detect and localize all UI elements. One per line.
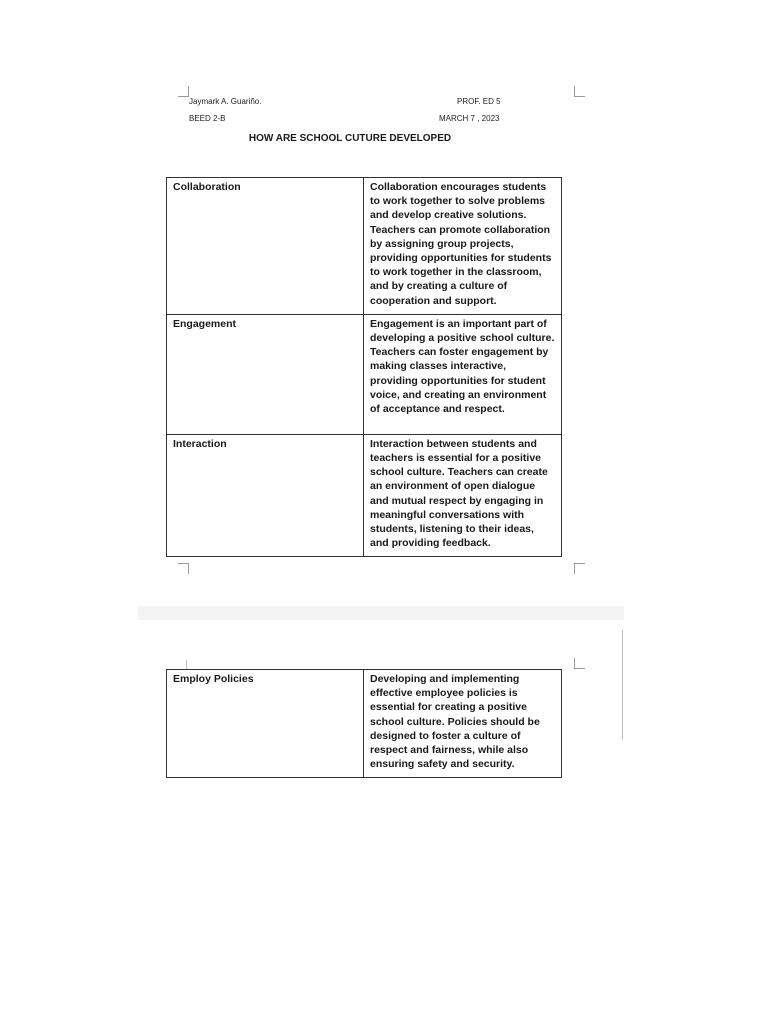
policy-table	[166, 669, 562, 778]
crop-mark	[574, 86, 585, 97]
crop-mark	[178, 86, 189, 97]
term-cell: Employ Policies	[167, 670, 364, 778]
term-cell: Engagement	[167, 314, 364, 434]
course-code: PROF. ED 5	[457, 97, 501, 106]
description-cell: Interaction between students and teachers is essential for a positive school culture. Teachers can create an environment of open dialogue and mutual respect by engaging in meaningful conversations with students, listening to their ideas, and providing feedback.	[364, 434, 562, 557]
culture-table	[166, 177, 562, 557]
page-edge-line	[622, 630, 623, 740]
description-cell: Collaboration encourages students to work together to solve problems and develop creative solutions. Teachers can promote collaboration by assigning group projects, providing opportunities for students to work together in the classroom, and by creating a culture of cooperation and support.	[364, 178, 562, 315]
table-row	[167, 178, 562, 315]
page-separator	[138, 606, 624, 620]
table-row	[167, 434, 562, 557]
crop-mark	[574, 658, 585, 669]
table-row	[167, 670, 562, 778]
term-cell: Collaboration	[167, 178, 364, 315]
description-cell: Engagement is an important part of developing a positive school culture. Teachers can foster engagement by making classes interactive, providing opportunities for student voice, and creating an environment of acceptance and respect.	[364, 314, 562, 434]
term-cell: Interaction	[167, 434, 364, 557]
page-title: HOW ARE SCHOOL CUTURE DEVELOPED	[248, 133, 452, 144]
crop-mark	[574, 563, 585, 574]
crop-mark	[178, 563, 189, 574]
description-cell: Developing and implementing effective employee policies is essential for creating a positive school culture. Policies should be designed to foster a culture of respect and fairness, while also ensuring safety and security.	[364, 670, 562, 778]
document-date: MARCH 7 , 2023	[439, 114, 500, 123]
table-row	[167, 314, 562, 434]
student-section: BEED 2-B	[189, 114, 226, 123]
student-name: Jaymark A. Guariño.	[189, 97, 262, 106]
